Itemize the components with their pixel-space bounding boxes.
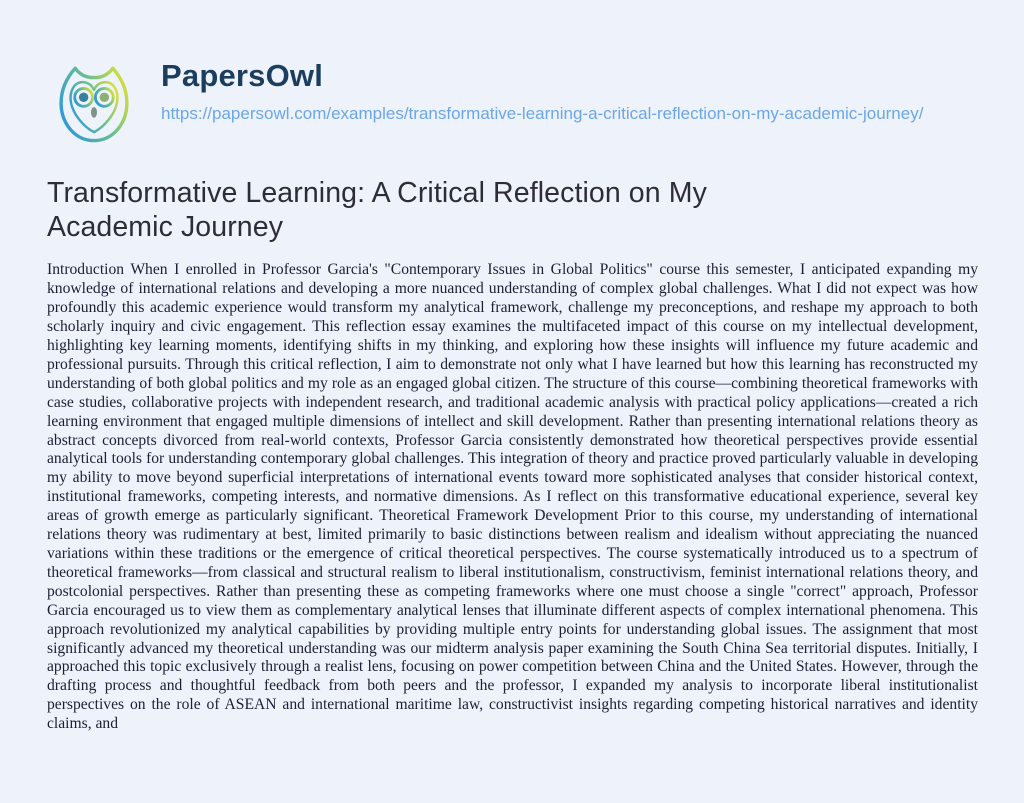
essay-body: Introduction When I enrolled in Professor Garcia's "Contemporary Issues in Global Politics" course this semester, I anticipated expanding my knowledge of international relations and developing a more nuanced understanding of complex global challenges. What I did not expect was how profoundly this academic experience would transform my analytical framework, challenge my preconceptions, and reshape my approach to both scholarly inquiry and civic engagement. This reflection essay examines the multifaceted impact of this course on my intellectual development, highlighting key learning moments, identifying shifts in my thinking, and exploring how these insights will influence my future academic and professional pursuits. Through this critical reflection, I aim to demonstrate not only what I have learned but how this learning has reconstructed my understanding of both global politics and my role as an engaged global citizen. The structure of this course—combining theoretical frameworks with case studies, collaborative projects with independent research, and traditional academic analysis with practical policy applications—created a rich learning environment that engaged multiple dimensions of intellect and skill development. Rather than presenting international relations theory as abstract concepts divorced from real-world contexts, Professor Garcia consistently demonstrated how theoretical perspectives provide essential analytical tools for understanding contemporary global challenges. This integration of theory and practice proved particularly valuable in developing my ability to move beyond superficial interpretations of international events toward more sophisticated analyses that consider historical context, institutional frameworks, competing interests, and normative dimensions. As I reflect on this transformative educational experience, several key areas of growth emerge as particularly significant. Theoretical Framework Development Prior to this course, my understanding of international relations theory was rudimentary at best, limited primarily to basic distinctions between realism and idealism without appreciating the nuanced variations within these traditions or the emergence of critical theoretical perspectives. The course systematically introduced us to a spectrum of theoretical frameworks—from classical and structural realism to liberal institutionalism, constructivism, feminist international relations theory, and postcolonial perspectives. Rather than presenting these as competing frameworks where one must choose a single "correct" approach, Professor Garcia encouraged us to view them as complementary analytical lenses that illuminate different aspects of complex international phenomena. This approach revolutionized my analytical capabilities by providing multiple entry points for understanding global issues. The assignment that most significantly advanced my theoretical understanding was our midterm analysis paper examining the South China Sea territorial disputes. Initially, I approached this topic exclusively through a realist lens, focusing on power competition between China and the United States. However, through the drafting process and thoughtful feedback from both peers and the professor, I expanded my analysis to incorporate liberal institutionalist perspectives on the role of ASEAN and international maritime law, constructivist insights regarding competing historical narratives and identity claims, and — [47, 261, 978, 733]
essay-title: Transformative Learning: A Critical Reflection on My Academic Journey — [47, 177, 707, 244]
brand-name: PapersOwl — [161, 58, 324, 93]
essay-content — [47, 176, 977, 734]
site-header — [47, 56, 977, 150]
source-url-link[interactable]: https://papersowl.com/examples/transformative-learning-a-critical-reflection-on-my-academic-journey/ — [161, 103, 924, 123]
papersowl-logo — [47, 56, 141, 150]
owl-icon — [47, 56, 141, 150]
header-text — [161, 56, 923, 126]
